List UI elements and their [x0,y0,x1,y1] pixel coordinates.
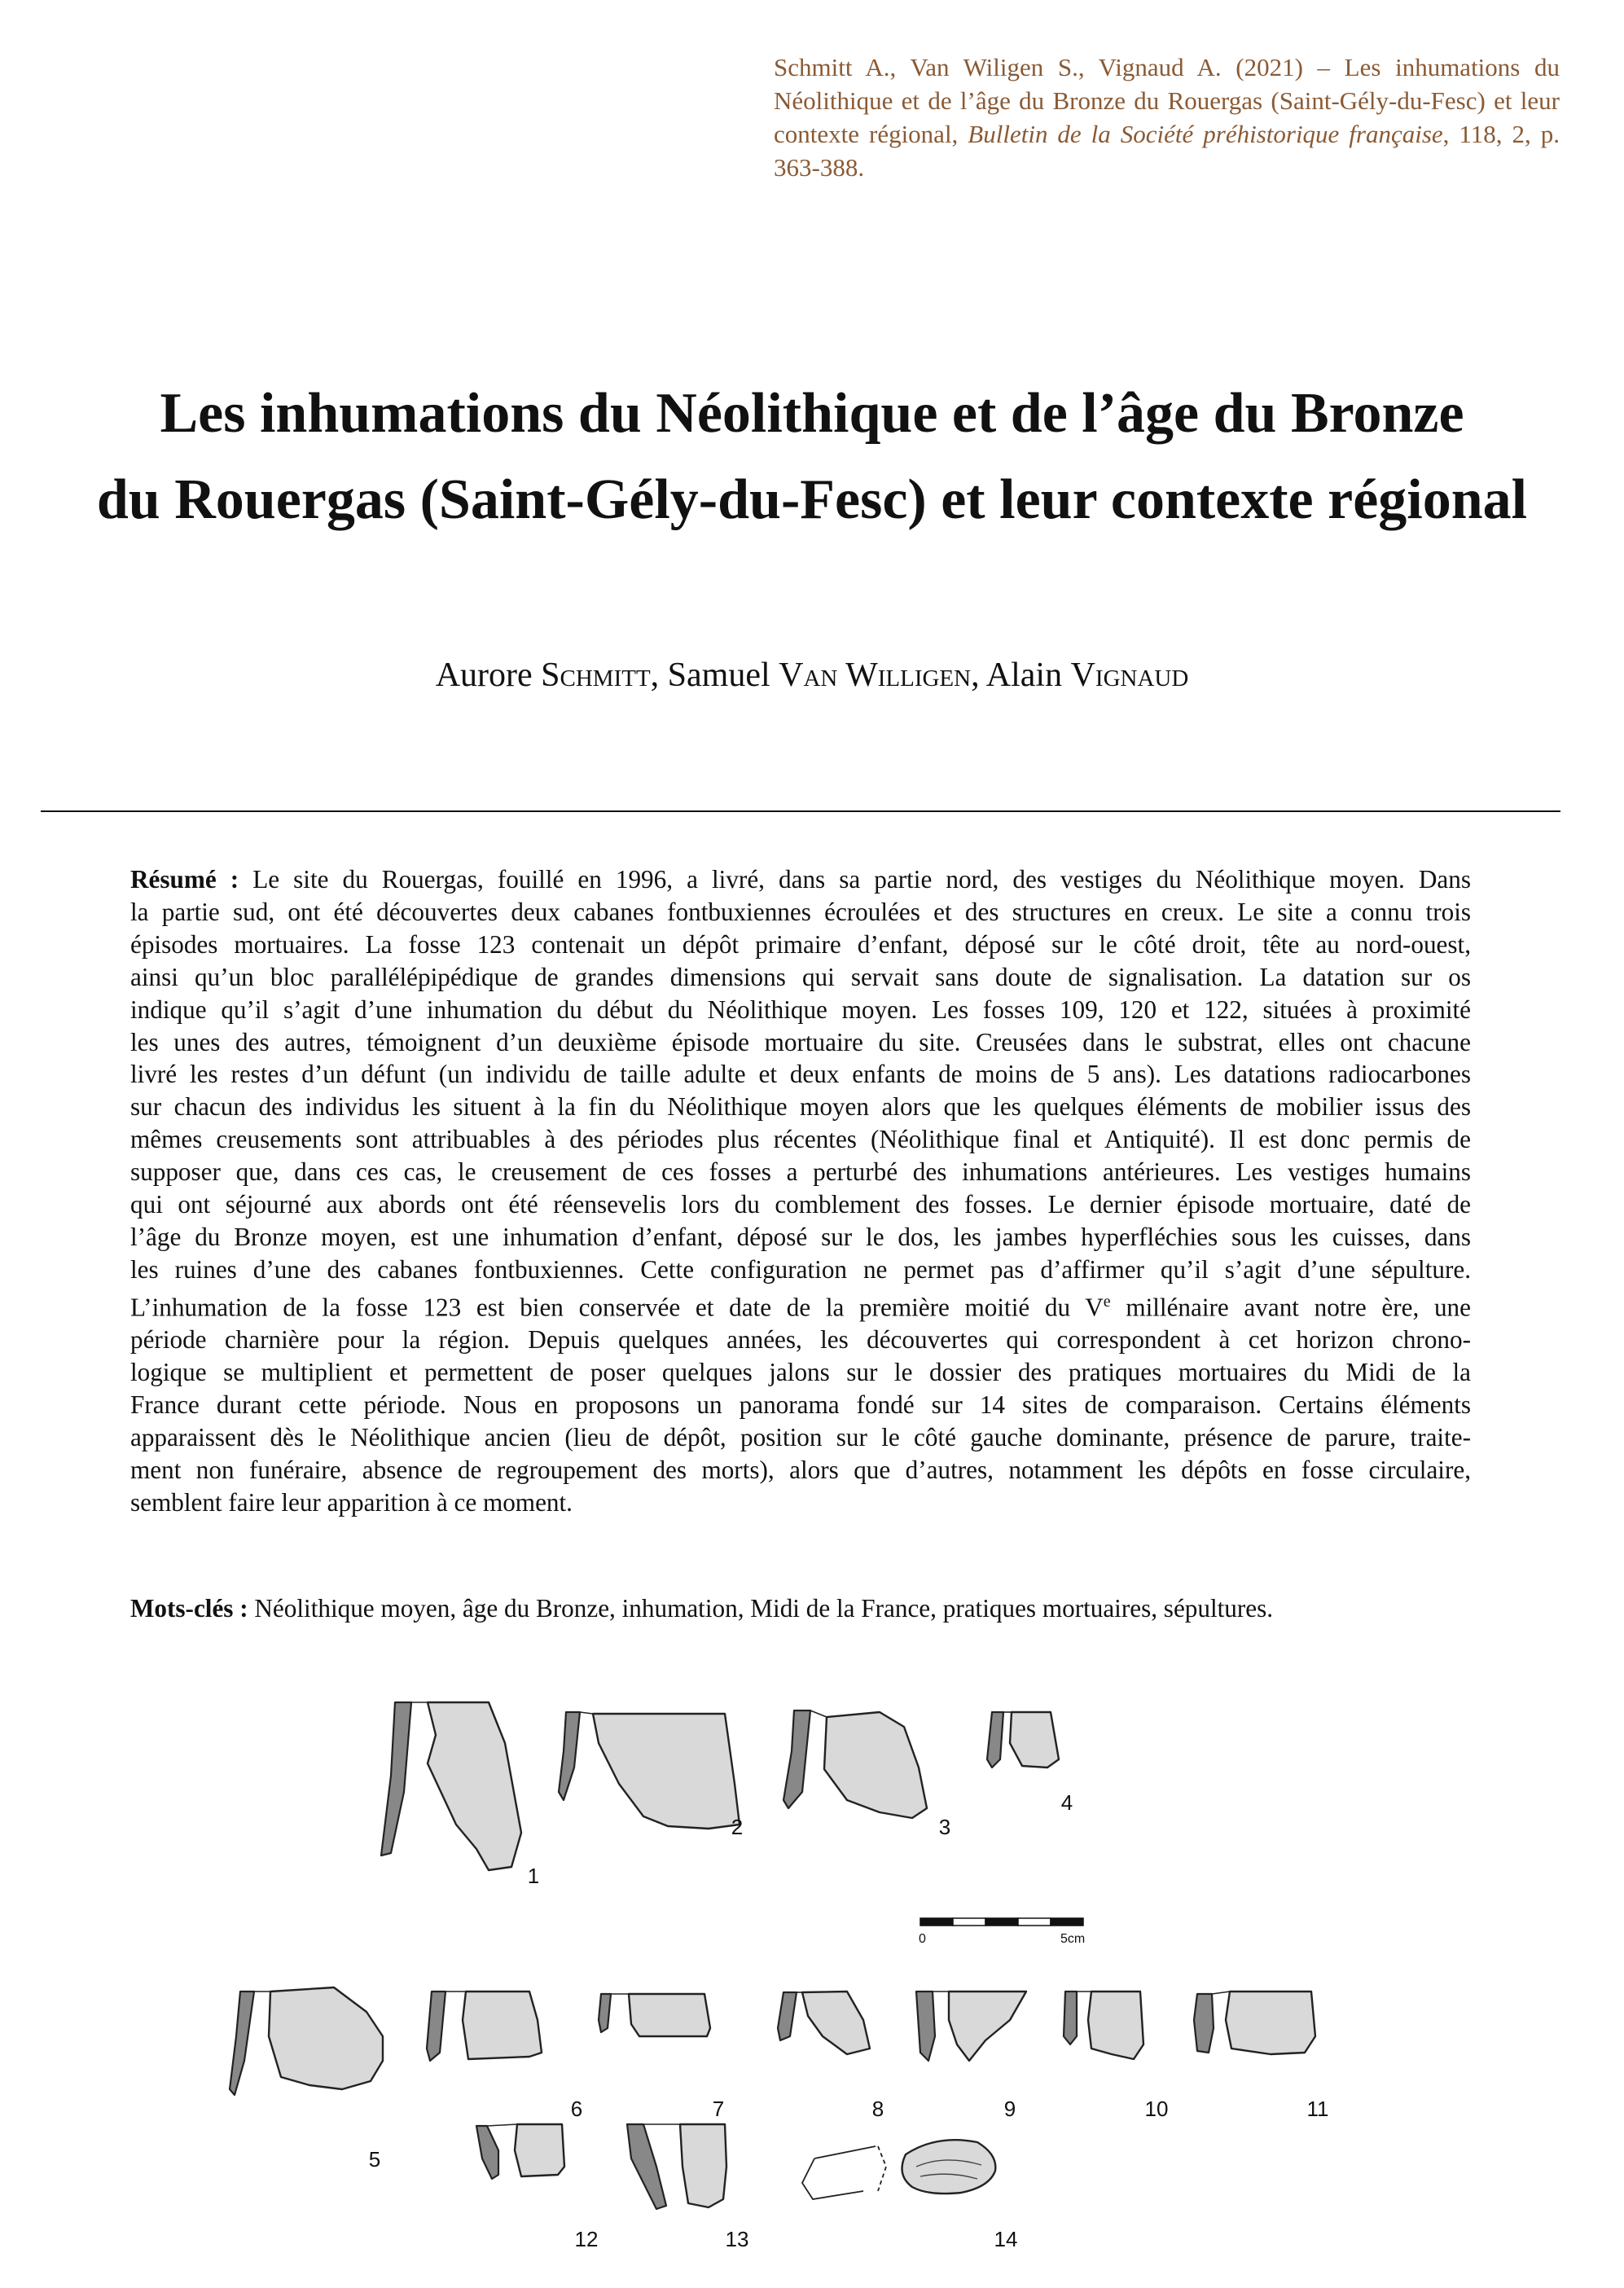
sherd-5-outline [269,1987,383,2089]
scale-bar-segment [985,1918,1018,1926]
abstract-line: ainsi qu’un bloc parallélépipédique de grandes dimensions qui servait sans doute de signalisation. La datation sur os [130,962,1471,991]
sherd-4-section [987,1712,1003,1768]
sherd-9-outline [949,1992,1026,2061]
sherd-6-section [427,1992,446,2061]
abstract-line: supposer que, dans ces cas, le creusement de ces fosses a perturbé des inhumations antérieures. Les vestiges humains [130,1157,1471,1187]
abstract-line: les unes des autres, témoignent d’un deuxième épisode mortuaire du site. Creusées dans le substrat, elles ont chacune [130,1027,1471,1056]
figure-label-5: 5 [368,2147,381,2172]
sherd-2-outline [593,1714,740,1829]
abstract-line: les ruines d’une des cabanes fontbuxiennes. Cette configuration ne permet pas d’affirmer qu’il s’agit d’une sépulture. [130,1254,1471,1284]
figure-label-6: 6 [570,2097,583,2121]
figure-label-11: 11 [1306,2097,1329,2121]
abstract-line: épisodes mortuaires. La fosse 123 contenait un dépôt primaire d’enfant, déposé sur le côté droit, tête au nord-ouest, [130,929,1471,959]
keywords-label: Mots-clés : [130,1594,248,1623]
citation-main: Schmitt A., Van Wiligen S., Vignaud A. (2021) – Les inhumations du Néolithique et de l’âge du Bronze du Rouergas (Saint-Gély-du-Fesc) et leur contexte régional, [774,53,1560,148]
figure-label-3: 3 [938,1815,951,1839]
abstract-line: l’âge du Bronze moyen, est une inhumation d’enfant, déposé sur le dos, les jambes hyperfléchies sous les cuisses, dans [130,1222,1471,1251]
sherd-14-profile-dashed [878,2146,886,2191]
figure-label-10: 10 [1144,2097,1169,2121]
figure-label-14: 14 [994,2227,1018,2248]
scale-bar-segment [1051,1918,1083,1926]
abstract-line: mêmes creusements sont attribuables à des périodes plus récentes (Néolithique final et Antiquité). Il est donc permis de [130,1125,1471,1154]
abstract-line: logique se multiplient et permettent de poser quelques jalons sur le dossier des pratiques mortuaires du Midi de la [130,1357,1471,1386]
scale-bar-segment [920,1918,953,1926]
author-3-first: Alain [985,657,1071,694]
header-divider [41,810,1560,812]
author-1-last: Schmitt [541,657,651,694]
pottery-drawings [0,1678,1624,2248]
scale-bar-segment [1018,1918,1051,1926]
sherd-1-section [381,1702,411,1855]
sherd-11-section [1194,1994,1214,2053]
abstract-line: semblent faire leur apparition à ce moment. [130,1487,573,1517]
abstract-label: Résumé : [130,865,239,894]
scale-label-start: 0 [919,1932,926,1946]
abstract-line: période charnière pour la région. Depuis quelques années, les découvertes qui correspondent à cet horizon chrono- [130,1325,1471,1355]
sherd-14-outline [902,2140,996,2194]
sherd-12-section [476,2126,498,2179]
scale-label-end: 5cm [1060,1932,1086,1946]
sherd-9-section [916,1992,935,2061]
sherd-3-section [783,1711,810,1808]
abstract-line: ment non funéraire, absence de regroupement des morts), alors que d’autres, notamment les dépôts en fosse circulaire, [130,1455,1471,1484]
abstract-line: la partie sud, ont été découvertes deux cabanes fontbuxiennes écroulées et des structures en creux. Le site a connu trois [130,897,1471,926]
figure-label-12: 12 [574,2227,599,2248]
sherd-2-rim [580,1712,593,1714]
author-2-last: Van Willigen [779,657,972,694]
figure-label-13: 13 [725,2227,749,2248]
sherd-13-section [627,2124,666,2209]
sherd-14-profile [802,2146,876,2199]
citation-end: , 118, 2, p. 363-388. [774,120,1560,182]
abstract-line: apparaissent dès le Néolithique ancien (lieu de dépôt, position sur le côté gauche dominante, présence de parure, traite- [130,1422,1471,1451]
author-list: Aurore Schmitt, Samuel Van Willigen, Alain Vignaud [435,657,1189,694]
figure-label-9: 9 [1003,2097,1016,2121]
sherd-7-section [599,1994,611,2032]
keywords [130,1592,1515,1625]
sherd-5-section [230,1992,254,2095]
paper-title [0,371,1624,543]
abstract-line: Résumé : Le site du Rouergas, fouillé en 1996, a livré, dans sa partie nord, des vestiges du Néolithique moyen. Dans [130,865,1471,894]
abstract-line: France durant cette période. Nous en proposons un panorama fondé sur 14 sites de comparaison. Certains éléments [130,1390,1471,1419]
scale-bar-segment [953,1918,985,1926]
abstract-line: qui ont séjourné aux abords ont été réensevelis lors du comblement des fosses. Le dernier épisode mortuaire, daté de [130,1190,1471,1219]
sherd-1-outline [428,1702,521,1870]
sherd-12-outline [515,2124,564,2176]
sherd-4-outline [1010,1712,1059,1768]
sherd-2-section [559,1712,580,1800]
sherd-8-outline [802,1992,870,2054]
citation-journal: Bulletin de la Société préhistorique française [968,120,1443,148]
abstract [130,863,1471,1519]
figure-label-4: 4 [1060,1790,1073,1815]
figure-label-8: 8 [871,2097,884,2121]
sherd-10-section [1064,1992,1077,2044]
sherd-10-outline [1088,1992,1143,2059]
sherd-12-rim [487,2124,517,2126]
keywords-text: Néolithique moyen, âge du Bronze, inhumation, Midi de la France, pratiques mortuaires, sépultures. [248,1594,1274,1623]
citation [774,51,1560,184]
sherd-3-rim [810,1711,827,1717]
figure-label-2: 2 [731,1815,744,1839]
sherd-11-rim [1212,1992,1230,1994]
abstract-line: sur chacun des individus les situent à la fin du Néolithique moyen alors que les quelques éléments de mobilier issus des [130,1092,1471,1122]
sherd-7-outline [629,1994,710,2036]
author-1-first: Aurore [435,657,542,694]
sherd-11-outline [1226,1992,1315,2054]
author-3-last: Vignaud [1070,657,1189,694]
title-line-2: du Rouergas (Saint-Gély-du-Fesc) et leur contexte régional [96,468,1528,531]
sherd-3-outline [824,1712,927,1818]
author-2-first: Samuel [667,657,779,694]
sherd-8-section [778,1992,797,2040]
pottery-figure [0,1678,1624,2248]
abstract-line: indique qu’il s’agit d’une inhumation du début du Néolithique moyen. Les fosses 109, 120 et 122, situées à proximité [130,995,1471,1024]
abstract-line: L’inhumation de la fosse 123 est bien conservée et date de la première moitié du Ve millénaire avant notre ère, une [130,1292,1471,1322]
title-line-1: Les inhumations du Néolithique et de l’âge du Bronze [160,382,1464,445]
sherd-13-outline [680,2124,726,2207]
figure-label-1: 1 [527,1864,540,1888]
figure-label-7: 7 [712,2097,725,2121]
sherd-6-outline [463,1992,542,2059]
abstract-line: livré les restes d’un défunt (un individu de taille adulte et deux enfants de moins de 5 ans). Les datations radiocarbones [130,1060,1471,1089]
